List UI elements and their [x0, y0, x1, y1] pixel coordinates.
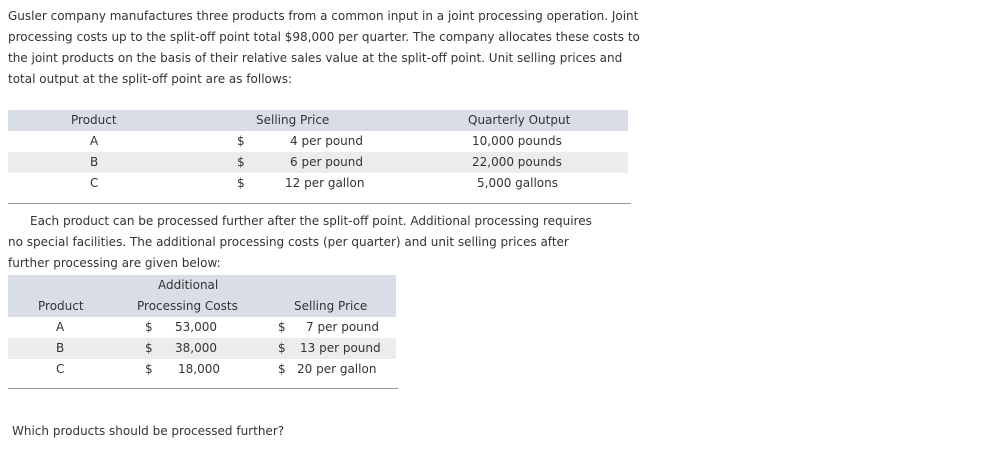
- price-cell: 13 per pound: [300, 341, 381, 355]
- header-quarterly-output: Quarterly Output: [468, 113, 571, 127]
- intro-paragraph: Gusler company manufactures three products from a common input in a joint processing operation. Joint processing costs up to the split-off point total $98,000 per quarter. The company allocates these costs to the joint products on the basis of their relative sales value at the split-off point. Unit selling prices and total output at the split-off point are as follows:: [8, 9, 640, 86]
- currency-cell: $: [237, 155, 245, 169]
- product-cell: B: [90, 155, 99, 169]
- price-currency-cell: $: [278, 341, 286, 355]
- product-cell: A: [56, 320, 65, 334]
- table-header-row: [8, 110, 628, 131]
- output-cell: 10,000 pounds: [472, 134, 562, 148]
- split-off-table: [8, 110, 628, 194]
- table-row: [8, 317, 396, 338]
- paragraph-rest: special facilities. The additional processing costs (per quarter) and unit selling prices after further processing are given below:: [8, 235, 569, 270]
- price-currency-cell: $: [278, 320, 286, 334]
- table-divider: [8, 203, 631, 204]
- product-cell: C: [90, 176, 99, 190]
- output-cell: 5,000 gallons: [477, 176, 559, 190]
- table-row: [8, 152, 628, 173]
- cost-cell: 38,000: [175, 341, 217, 355]
- header-additional: Additional: [158, 278, 219, 292]
- further-processing-table: [8, 275, 396, 380]
- price-cell: 4 per pound: [290, 134, 363, 148]
- header-selling-price: Selling Price: [256, 113, 330, 127]
- cost-cell: 18,000: [178, 362, 220, 376]
- price-currency-cell: $: [278, 362, 286, 376]
- output-cell: 22,000 pounds: [472, 155, 562, 169]
- table-header-row: [8, 275, 396, 296]
- currency-cell: $: [237, 134, 245, 148]
- product-cell: C: [56, 362, 65, 376]
- cost-currency-cell: $: [145, 341, 153, 355]
- table-row: [8, 338, 396, 359]
- header-selling-price: Selling Price: [294, 299, 368, 313]
- further-processing-paragraph: [8, 211, 608, 274]
- header-product: Product: [71, 113, 117, 127]
- table-row: [8, 359, 396, 380]
- table-divider: [8, 388, 398, 389]
- cost-currency-cell: $: [145, 362, 153, 376]
- paragraph-line: Each product can be processed further after the split-off point. Additional processing requires no: [8, 214, 592, 249]
- price-cell: 7 per pound: [306, 320, 379, 334]
- table-row: [8, 131, 628, 152]
- price-cell: 12 per gallon: [285, 176, 365, 190]
- header-processing-costs: Processing Costs: [137, 299, 238, 313]
- table-header-row: [8, 296, 396, 317]
- cost-currency-cell: $: [145, 320, 153, 334]
- price-cell: 20 per gallon: [297, 362, 377, 376]
- price-cell: 6 per pound: [290, 155, 363, 169]
- cost-cell: 53,000: [175, 320, 217, 334]
- product-cell: B: [56, 341, 65, 355]
- product-cell: A: [90, 134, 99, 148]
- header-product: Product: [38, 299, 84, 313]
- question-text: Which products should be processed further?: [12, 424, 285, 438]
- currency-cell: $: [237, 176, 245, 190]
- table-row: [8, 173, 628, 194]
